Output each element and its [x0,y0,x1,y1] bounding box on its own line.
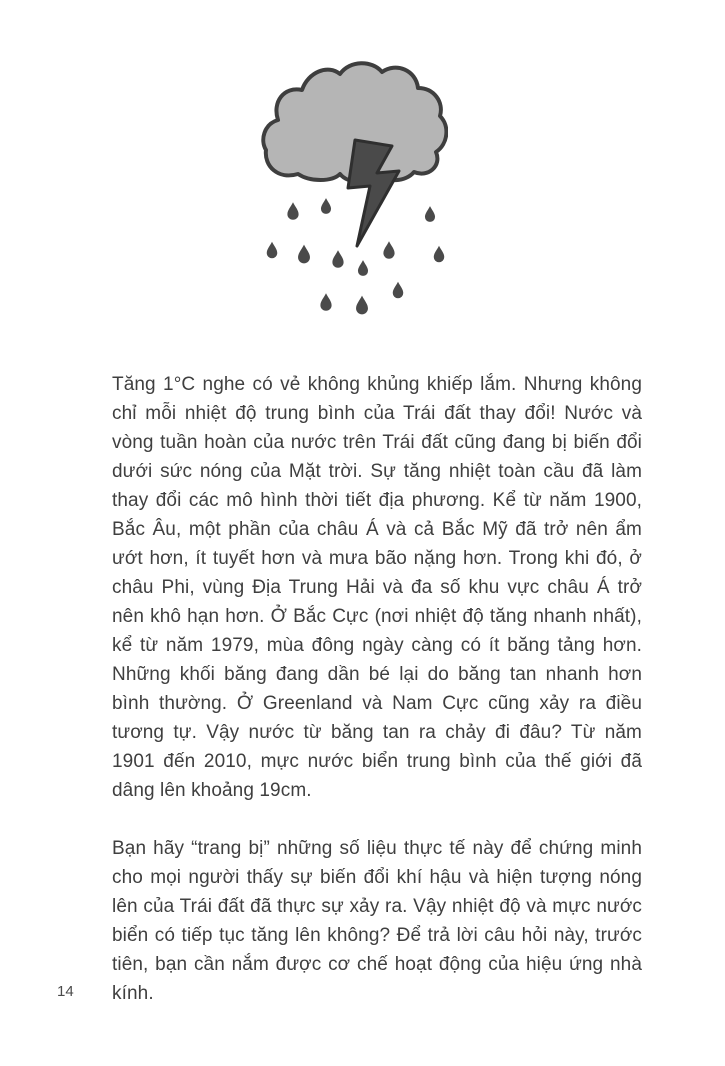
body-text [112,370,642,1037]
raindrop-icon [320,293,331,311]
raindrop-icon [321,198,331,214]
raindrop-icon [393,282,404,299]
storm-cloud-illustration [258,56,448,321]
raindrop-icon [287,202,298,220]
raindrop-icon [356,296,368,315]
page-number: 14 [57,983,74,1000]
raindrop-icon [383,241,394,259]
raindrop-icon [267,242,278,259]
body-paragraph-2: Bạn hãy “trang bị” những số liệu thực tế này để chứng minh cho mọi người thấy sự biến đổi khí hậu và hiện tượng nóng lên của Trái đất đã thực sự xảy ra. Vậy nhiệt độ và mực nước biển có tiếp tục tăng lên không? Để trả lời câu hỏi này, trước tiên, bạn cần nắm được cơ chế hoạt động của hiệu ứng nhà kính. [112,838,642,1004]
raindrop-icon [434,246,445,263]
raindrop-icon [425,206,435,222]
body-paragraph-1: Tăng 1°C nghe có vẻ không khủng khiếp lắm. Nhưng không chỉ mỗi nhiệt độ trung bình của Trái đất thay đổi! Nước và vòng tuần hoàn của nước trên Trái đất cũng đang bị biến đổi dưới sức nóng của Mặt trời. Sự tăng nhiệt toàn cầu đã làm thay đổi các mô hình thời tiết địa phương. Kể từ năm 1900, Bắc Âu, một phần của châu Á và cả Bắc Mỹ đã trở nên ẩm ướt hơn, ít tuyết hơn và mưa bão nặng hơn. Trong khi đó, ở châu Phi, vùng Địa Trung Hải và đa số khu vực châu Á trở nên khô hạn hơn. Ở Bắc Cực (nơi nhiệt độ tăng nhanh nhất), kể từ năm 1979, mùa đông ngày càng có ít băng tảng hơn. Những khối băng đang dần bé lại do băng tan nhanh hơn bình thường. Ở Greenland và Nam Cực cũng xảy ra điều tương tự. Vậy nước từ băng tan ra chảy đi đâu? Từ năm 1901 đến 2010, mực nước biển trung bình của thế giới đã dâng lên khoảng 19cm. [112,374,642,801]
raindrop-icon [332,250,343,268]
raindrops-icon [267,198,445,314]
raindrop-icon [358,260,368,276]
raindrop-icon [298,245,310,264]
